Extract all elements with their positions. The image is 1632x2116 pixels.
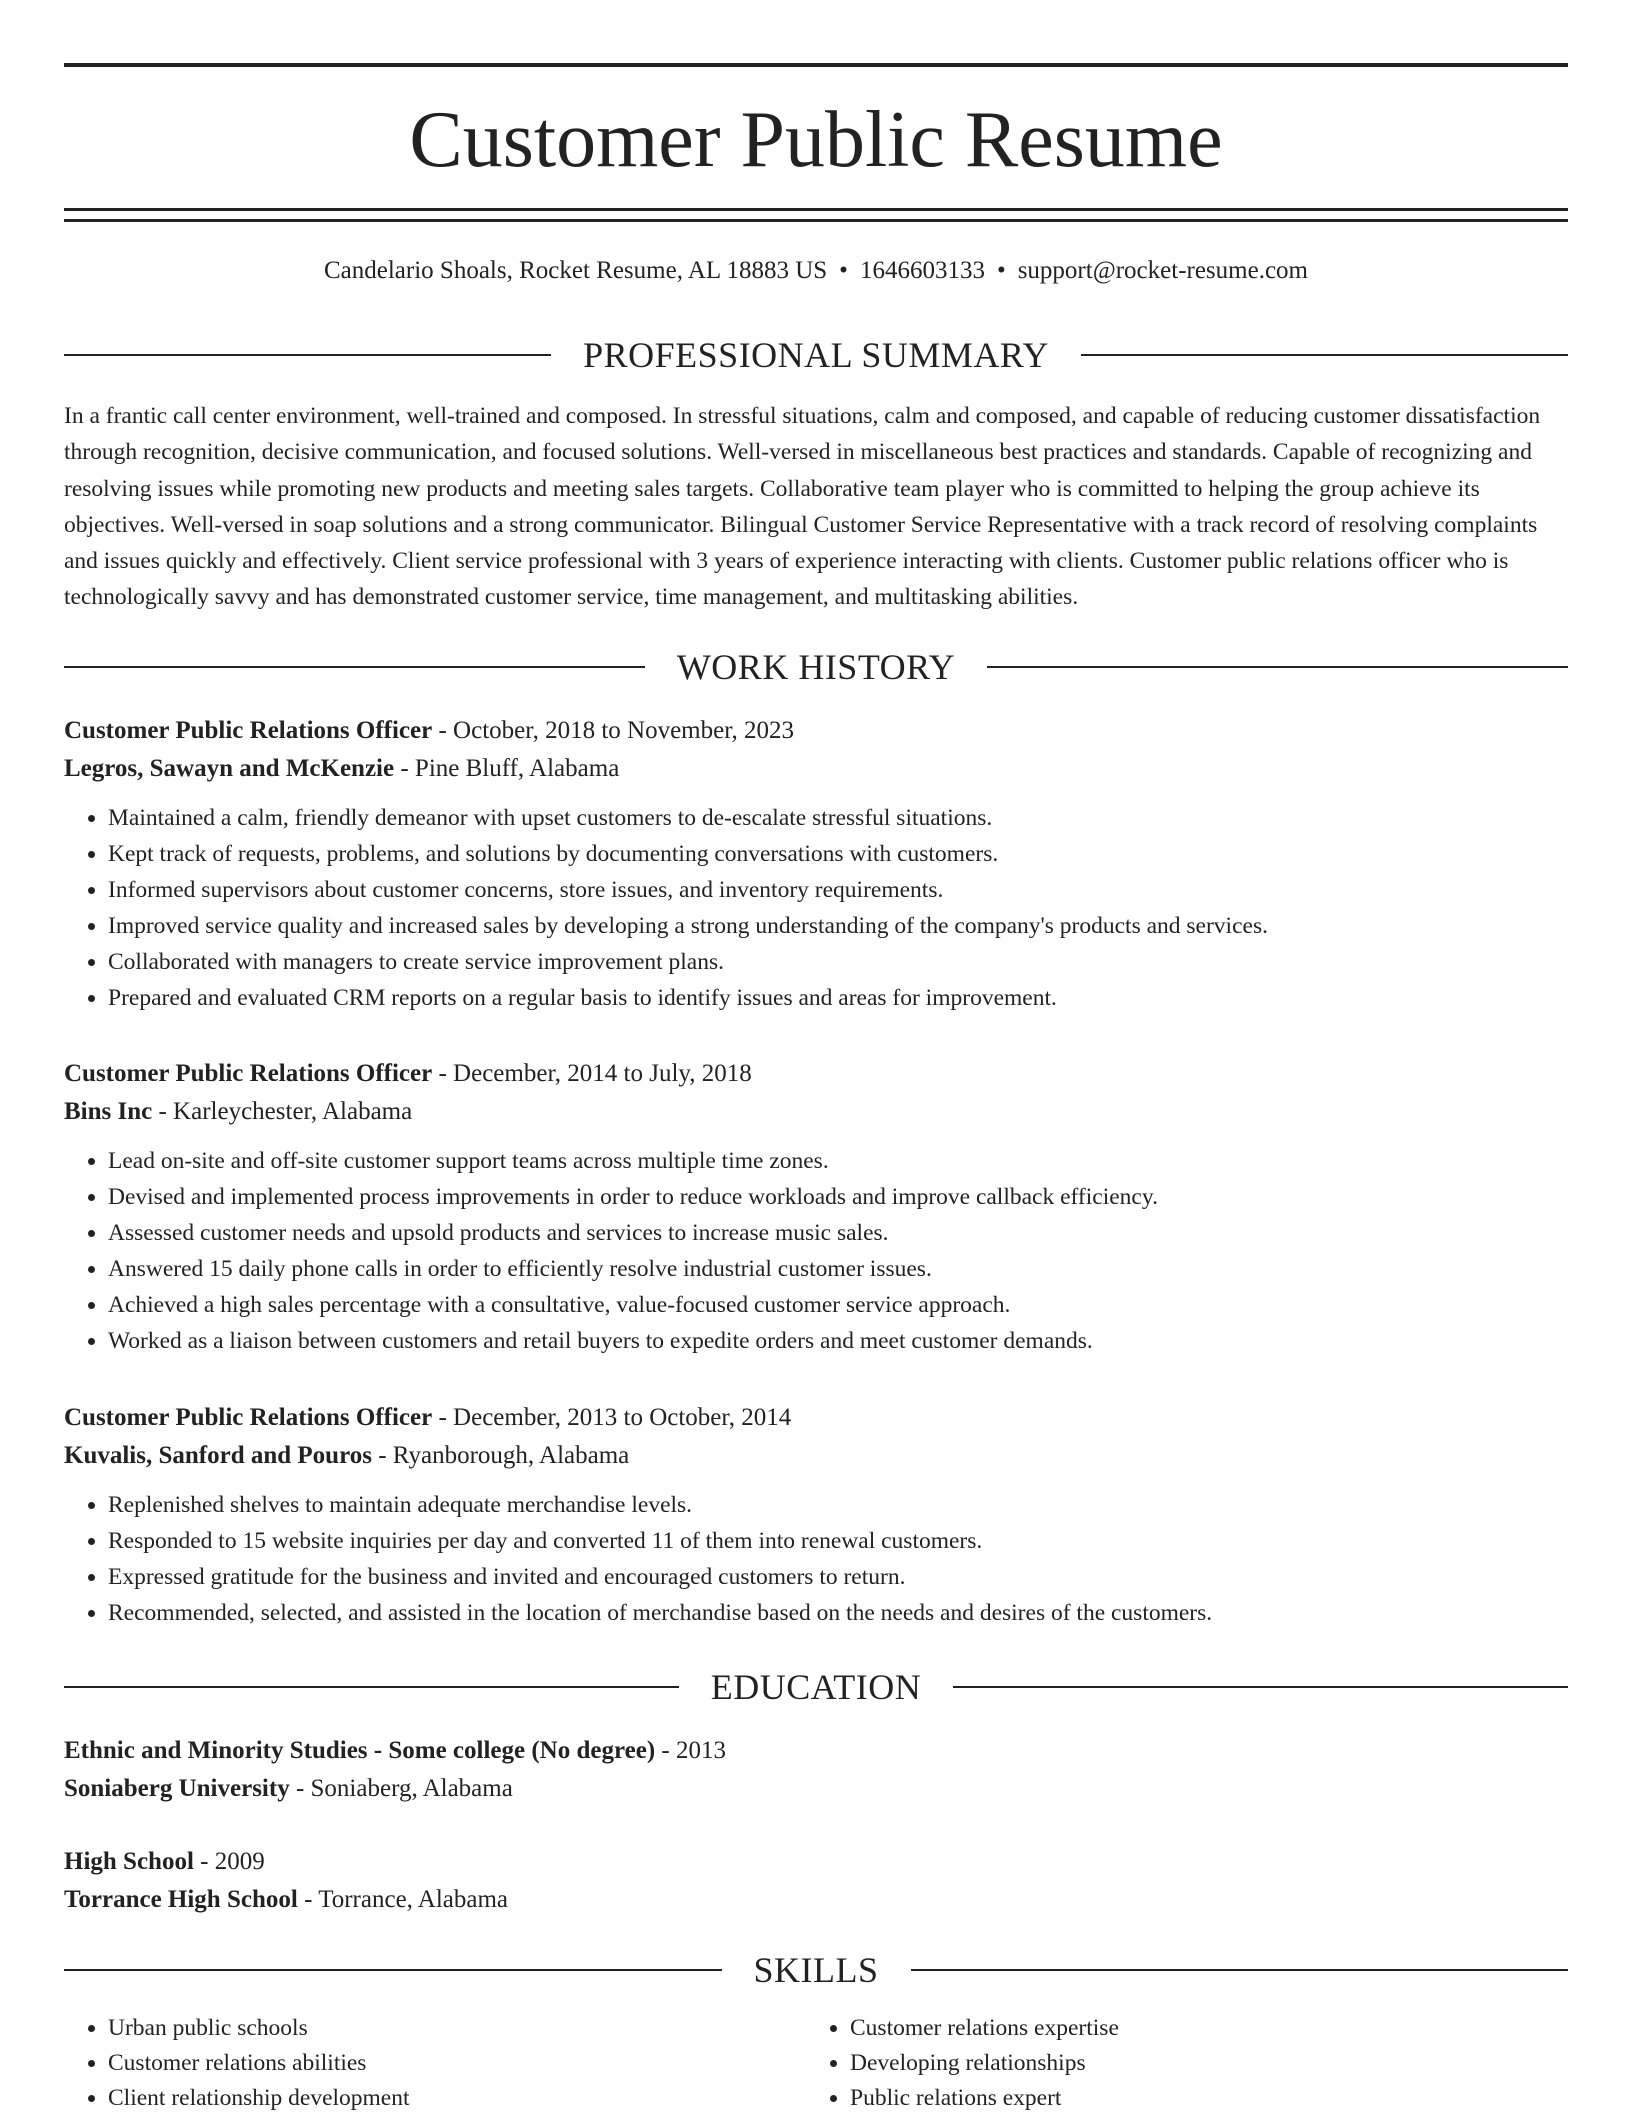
- job-entry: [64, 712, 1568, 1016]
- job-company-line: [64, 1437, 1568, 1475]
- job-bullet: • Improved service quality and increased sales by developing a strong understanding of the company's products and services.: [108, 908, 1568, 944]
- skill-item: • Client relationship development: [108, 2081, 806, 2116]
- summary-heading-label: PROFESSIONAL SUMMARY: [583, 335, 1049, 375]
- job-company-line: [64, 750, 1568, 788]
- job-bullet: • Lead on-site and off-site customer support teams across multiple time zones.: [108, 1143, 1568, 1179]
- education-heading: [64, 1665, 1568, 1709]
- job-bullet: • Assessed customer needs and upsold products and services to increase music sales.: [108, 1215, 1568, 1251]
- job-bullet: • Expressed gratitude for the business and invited and encouraged customers to return.: [108, 1559, 1568, 1595]
- heading-rule: [64, 1969, 722, 1971]
- job-bullets: [64, 1487, 1568, 1631]
- education-school: Soniaberg University: [64, 1775, 290, 1802]
- heading-rule: [1081, 354, 1568, 356]
- job-location: - Pine Bluff, Alabama: [394, 755, 620, 782]
- job-location: - Karleychester, Alabama: [152, 1098, 413, 1125]
- job-dates: - December, 2014 to July, 2018: [432, 1060, 752, 1087]
- title-double-rule: [64, 208, 1568, 222]
- job-dates: - December, 2013 to October, 2014: [432, 1404, 792, 1431]
- job-location: - Ryanborough, Alabama: [371, 1442, 630, 1469]
- work-history-heading: [64, 645, 1568, 689]
- education-school-line: [64, 1770, 1568, 1808]
- skill-item: • Customer relations expertise: [850, 2011, 1548, 2046]
- heading-rule: [987, 666, 1568, 668]
- job-bullet: • Achieved a high sales percentage with a consultative, value-focused customer service approach.: [108, 1287, 1568, 1323]
- skills-heading-label: SKILLS: [753, 1950, 879, 1990]
- job-title-line: [64, 1399, 1568, 1437]
- job-title: Customer Public Relations Officer: [64, 1060, 433, 1087]
- job-title-line: [64, 1055, 1568, 1093]
- education-school: Torrance High School: [64, 1886, 298, 1913]
- education-location: - Soniaberg, Alabama: [289, 1775, 513, 1802]
- job-bullet: • Recommended, selected, and assisted in the location of merchandise based on the needs and desires of the customers.: [108, 1595, 1568, 1631]
- job-bullet: • Responded to 15 website inquiries per day and converted 11 of them into renewal customers.: [108, 1523, 1568, 1559]
- job-bullet: • Maintained a calm, friendly demeanor with upset customers to de-escalate stressful situations.: [108, 800, 1568, 836]
- work-history-heading-label: WORK HISTORY: [676, 647, 956, 687]
- job-bullets: [64, 800, 1568, 1016]
- resume-title: Customer Public Resume: [409, 96, 1223, 184]
- contact-phone: 1646603133: [859, 257, 985, 284]
- heading-rule: [64, 666, 645, 668]
- heading-rule: [64, 354, 551, 356]
- education-year: - 2009: [193, 1848, 265, 1875]
- summary-heading: [64, 333, 1568, 377]
- job-title-line: [64, 712, 1568, 750]
- job-company: Kuvalis, Sanford and Pouros: [64, 1442, 372, 1469]
- job-title: Customer Public Relations Officer: [64, 1404, 433, 1431]
- skill-item: • Public relations expert: [850, 2081, 1548, 2116]
- education-entry: [64, 1732, 1568, 1808]
- heading-rule: [911, 1969, 1569, 1971]
- education-location: - Torrance, Alabama: [297, 1886, 509, 1913]
- education-degree: High School: [64, 1848, 194, 1875]
- job-bullet: • Replenished shelves to maintain adequate merchandise levels.: [108, 1487, 1568, 1523]
- job-bullet: • Kept track of requests, problems, and solutions by documenting conversations with customers.: [108, 836, 1568, 872]
- job-bullet: • Prepared and evaluated CRM reports on a regular basis to identify issues and areas for improvement.: [108, 980, 1568, 1016]
- education-school-line: [64, 1881, 1568, 1919]
- summary-text: In a frantic call center environment, well-trained and composed. In stressful situations, calm and composed, and capable of reducing customer dissatisfaction through recognition, decisive communication, and focused solutions. Well-versed in miscellaneous best practices and standards. Capable of recognizing and resolving issues while promoting new products and meeting sales targets. Collaborative team player who is committed to helping the group achieve its objectives. Well-versed in soap solutions and a strong communicator. Bilingual Customer Service Representative with a track record of resolving complaints and issues quickly and effectively. Client service professional with 3 years of experience interacting with clients. Customer public relations officer who is technologically savvy and has demonstrated customer service, time management, and multitasking abilities.: [64, 403, 1541, 611]
- education-year: - 2013: [655, 1737, 726, 1764]
- heading-rule: [953, 1686, 1568, 1688]
- job-bullet: • Worked as a liaison between customers and retail buyers to expedite orders and meet customer demands.: [108, 1323, 1568, 1359]
- job-company-line: [64, 1093, 1568, 1131]
- education-entry: [64, 1843, 1568, 1919]
- contact-separator: •: [996, 257, 1006, 284]
- contact-separator: •: [839, 257, 848, 284]
- education-degree-line: [64, 1843, 1568, 1881]
- skills-column-right: [806, 2011, 1548, 2116]
- skills-column-left: [64, 2011, 806, 2116]
- job-bullet: • Informed supervisors about customer concerns, store issues, and inventory requirements.: [108, 872, 1568, 908]
- education-heading-label: EDUCATION: [710, 1667, 922, 1707]
- job-bullet: • Devised and implemented process improvements in order to reduce workloads and improve callback efficiency.: [108, 1179, 1568, 1215]
- job-bullet: • Collaborated with managers to create service improvement plans.: [108, 944, 1568, 980]
- job-bullets: [64, 1143, 1568, 1359]
- heading-rule: [64, 1686, 679, 1688]
- job-title: Customer Public Relations Officer: [64, 717, 433, 744]
- top-rule: [64, 63, 1568, 67]
- contact-line: [64, 252, 1568, 290]
- skills-heading: [64, 1948, 1568, 1992]
- job-bullet: • Answered 15 daily phone calls in order to efficiently resolve industrial customer issues.: [108, 1251, 1568, 1287]
- job-dates: - October, 2018 to November, 2023: [432, 717, 795, 744]
- job-entry: [64, 1399, 1568, 1631]
- skill-item: • Customer relations abilities: [108, 2046, 806, 2081]
- contact-email: support@rocket-resume.com: [1017, 257, 1308, 284]
- education-degree: Ethnic and Minority Studies - Some college (No degree): [64, 1737, 656, 1764]
- education-degree-line: [64, 1732, 1568, 1770]
- skill-item: • Urban public schools: [108, 2011, 806, 2046]
- contact-address: Candelario Shoals, Rocket Resume, AL 18883 US: [323, 257, 828, 284]
- job-entry: [64, 1055, 1568, 1359]
- skills-list: [64, 2011, 1568, 2116]
- job-company: Bins Inc: [64, 1098, 153, 1125]
- job-company: Legros, Sawayn and McKenzie: [64, 755, 395, 782]
- skill-item: • Developing relationships: [850, 2046, 1548, 2081]
